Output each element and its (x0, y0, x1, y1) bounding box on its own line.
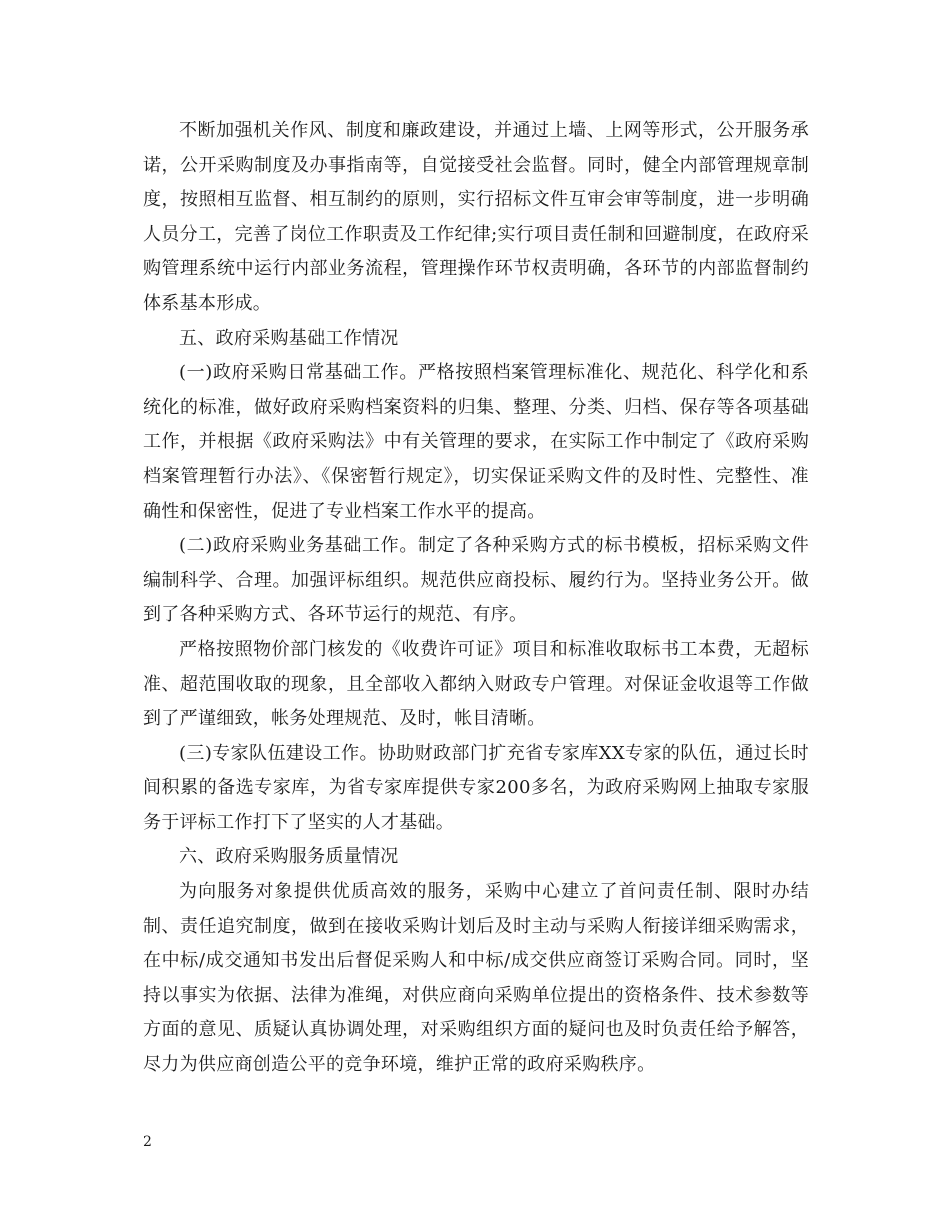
paragraph-business-basic-work: (二)政府采购业务基础工作。制定了各种采购方式的标书模板，招标采购文件编制科学、合理。加强评标组织。规范供应商投标、履约行为。坚持业务公开。做到了各种采购方式、各环节运行的规范、有序。 (143, 535, 809, 626)
section-heading-service-quality: 六、政府采购服务质量情况 (179, 846, 399, 868)
paragraph-integrity-construction: 不断加强机关作风、制度和廉政建设，并通过上墙、上网等形式，公开服务承诺，公开采购制度及办事指南等，自觉接受社会监督。同时，健全内部管理规章制度，按照相互监督、相互制约的原则，实行招标文件互审会审等制度，进一步明确人员分工，完善了岗位工作职责及工作纪律;实行项目责任制和回避制度，在政府采购管理系统中运行内部业务流程，管理操作环节权责明确，各环节的内部监督制约体系基本形成。 (143, 120, 809, 314)
section-heading-basic-work: 五、政府采购基础工作情况 (179, 327, 399, 349)
page-number: 2 (143, 1134, 152, 1150)
paragraph-service-quality: 为向服务对象提供优质高效的服务，采购中心建立了首问责任制、限时办结制、责任追究制度，做到在接收采购计划后及时主动与采购人衔接详细采购需求，在中标/成交通知书发出后督促采购人和中标/成交供应商签订采购合同。同时，坚持以事实为依据、法律为准绳，对供应商向采购单位提出的资格条件、技术参数等方面的意见、质疑认真协调处理，对采购组织方面的疑问也及时负责任给予解答，尽力为供应商创造公平的竞争环境，维护正常的政府采购秩序。 (143, 881, 809, 1076)
paragraph-daily-basic-work: (一)政府采购日常基础工作。严格按照档案管理标准化、规范化、科学化和系统化的标准，做好政府采购档案资料的归集、整理、分类、归档、保存等各项基础工作，并根据《政府采购法》中有关管理的要求，在实际工作中制定了《政府采购档案管理暂行办法》、《保密暂行规定》，切实保证采购文件的及时性、完整性、准确性和保密性，促进了专业档案工作水平的提高。 (143, 362, 809, 522)
document-body (143, 114, 809, 1083)
paragraph-expert-team: (三)专家队伍建设工作。协助财政部门扩充省专家库XX专家的队伍，通过长时间积累的备选专家库，为省专家库提供专家200多名，为政府采购网上抽取专家服务于评标工作打下了坚实的人才基础。 (143, 742, 809, 833)
paragraph-fee-collection: 严格按照物价部门核发的《收费许可证》项目和标准收取标书工本费，无超标准、超范围收取的现象，且全部收入都纳入财政专户管理。对保证金收退等工作做到了严谨细致，帐务处理规范、及时，帐目清晰。 (143, 638, 809, 730)
